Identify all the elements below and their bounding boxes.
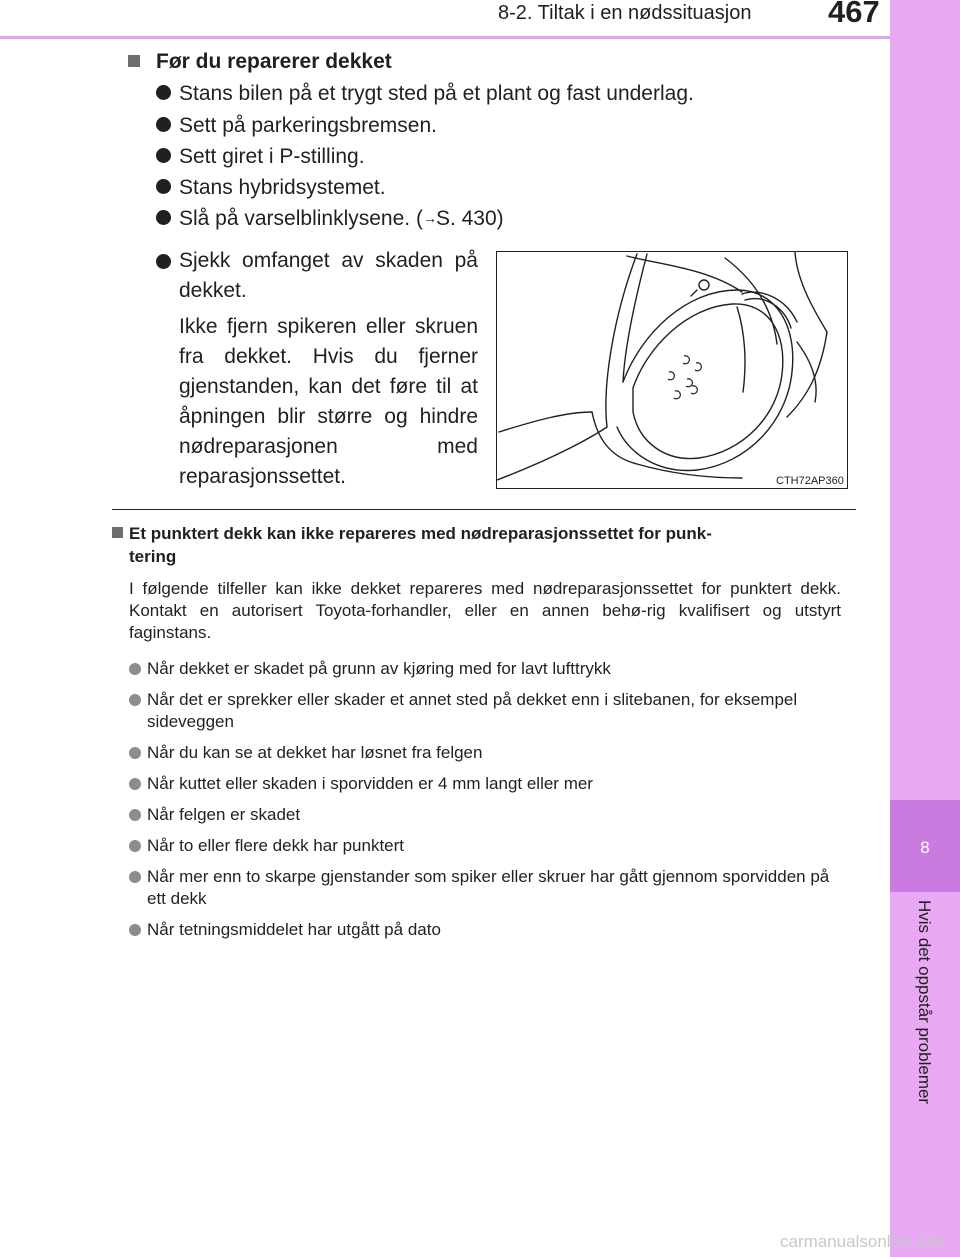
bullet-dot-icon bbox=[129, 694, 141, 706]
bullet-dot-icon bbox=[156, 117, 171, 132]
list-item-text: Sett på parkeringsbremsen. bbox=[179, 114, 437, 137]
page-number: 467 bbox=[828, 0, 880, 29]
list-item-text: Når tetningsmiddelet har utgått på dato bbox=[147, 920, 441, 939]
bullet-dot-icon bbox=[129, 840, 141, 852]
before-repair-heading-text: Før du reparerer dekket bbox=[156, 50, 392, 73]
section-title: 8-2. Tiltak i en nødssituasjon bbox=[498, 2, 752, 24]
bullet-dot-icon bbox=[129, 871, 141, 883]
list-item bbox=[129, 804, 851, 826]
arrow-right-icon: → bbox=[422, 210, 436, 226]
page-reference-link[interactable]: S. 430) bbox=[435, 207, 504, 230]
list-item bbox=[156, 207, 504, 231]
list-item bbox=[129, 919, 851, 941]
watermark-text: carmanualsonline.info bbox=[780, 1232, 946, 1251]
bullet-dot-icon bbox=[156, 210, 171, 225]
square-bullet-icon bbox=[128, 55, 140, 67]
check-damage-note: Ikke fjern spikeren eller skruen fra dekket. Hvis du fjerner gjenstanden, kan det føre til at åpningen blir større og hindre nødreparasjonen med reparasjonssettet. bbox=[179, 315, 478, 488]
bullet-dot-icon bbox=[129, 924, 141, 936]
cannot-repair-heading-line-2: tering bbox=[129, 547, 177, 566]
square-bullet-icon bbox=[112, 527, 123, 538]
header-rule bbox=[0, 36, 890, 39]
before-repair-heading bbox=[128, 50, 392, 74]
list-item-text: Stans hybridsystemet. bbox=[179, 176, 386, 199]
list-item bbox=[129, 742, 851, 764]
list-item-text: Når det er sprekker eller skader et annet sted på dekket enn i slitebanen, for eksempel sideveggen bbox=[147, 690, 798, 731]
bullet-dot-icon bbox=[129, 747, 141, 759]
list-item bbox=[156, 114, 437, 138]
tire-illustration bbox=[496, 251, 848, 489]
check-damage-block bbox=[156, 246, 478, 498]
cannot-repair-paragraph: I følgende tilfeller kan ikke dekket repareres med nødreparasjonssettet for punktert dekk. Kontakt en autorisert Toyota-forhandler, eller en annen behø-rig kvalifisert og utstyrt faginstans. bbox=[129, 579, 841, 642]
bullet-dot-icon bbox=[129, 809, 141, 821]
list-item-text: Når kuttet eller skaden i sporvidden er 4 mm langt eller mer bbox=[147, 774, 593, 793]
bullet-dot-icon bbox=[156, 179, 171, 194]
list-item-text: Når mer enn to skarpe gjenstander som spiker eller skruer har gått gjennom sporvidden på ett dekk bbox=[147, 867, 830, 908]
list-item bbox=[156, 82, 694, 106]
cannot-repair-heading-text: Et punktert dekk kan ikke repareres med nødreparasjonssettet for punk- bbox=[129, 524, 712, 543]
chapter-number: 8 bbox=[920, 838, 930, 857]
bullet-dot-icon bbox=[156, 85, 171, 100]
check-damage-text: Sjekk omfanget av skaden på dekket. bbox=[179, 249, 478, 302]
list-item bbox=[129, 689, 851, 733]
cannot-repair-heading bbox=[112, 522, 856, 568]
section-divider bbox=[112, 509, 856, 510]
list-item-text: Stans bilen på et trygt sted på et plant og fast underlag. bbox=[179, 82, 694, 105]
list-item bbox=[156, 176, 386, 200]
list-item-text: Når to eller flere dekk har punktert bbox=[147, 836, 405, 855]
hazard-text: Slå på varselblinklysene. ( bbox=[179, 207, 423, 230]
cannot-repair-list bbox=[129, 658, 851, 950]
bullet-dot-icon bbox=[129, 663, 141, 675]
list-item-text: Når du kan se at dekket har løsnet fra felgen bbox=[147, 743, 483, 762]
bullet-dot-icon bbox=[156, 148, 171, 163]
list-item bbox=[156, 145, 365, 169]
list-item-text: Når felgen er skadet bbox=[147, 805, 301, 824]
list-item-text: Sett giret i P-stilling. bbox=[179, 145, 365, 168]
list-item bbox=[129, 835, 851, 857]
cannot-repair-heading-line-1 bbox=[112, 522, 856, 545]
list-item bbox=[129, 773, 851, 795]
figure-code: CTH72AP360 bbox=[776, 475, 844, 487]
bullet-dot-icon bbox=[156, 254, 171, 269]
list-item bbox=[129, 658, 851, 680]
list-item bbox=[129, 866, 851, 910]
chapter-title: Hvis det oppstår problemer bbox=[915, 900, 934, 1105]
tire-drawing bbox=[497, 252, 848, 489]
bullet-dot-icon bbox=[129, 778, 141, 790]
list-item-text: Når dekket er skadet på grunn av kjøring med for lavt lufttrykk bbox=[147, 659, 611, 678]
